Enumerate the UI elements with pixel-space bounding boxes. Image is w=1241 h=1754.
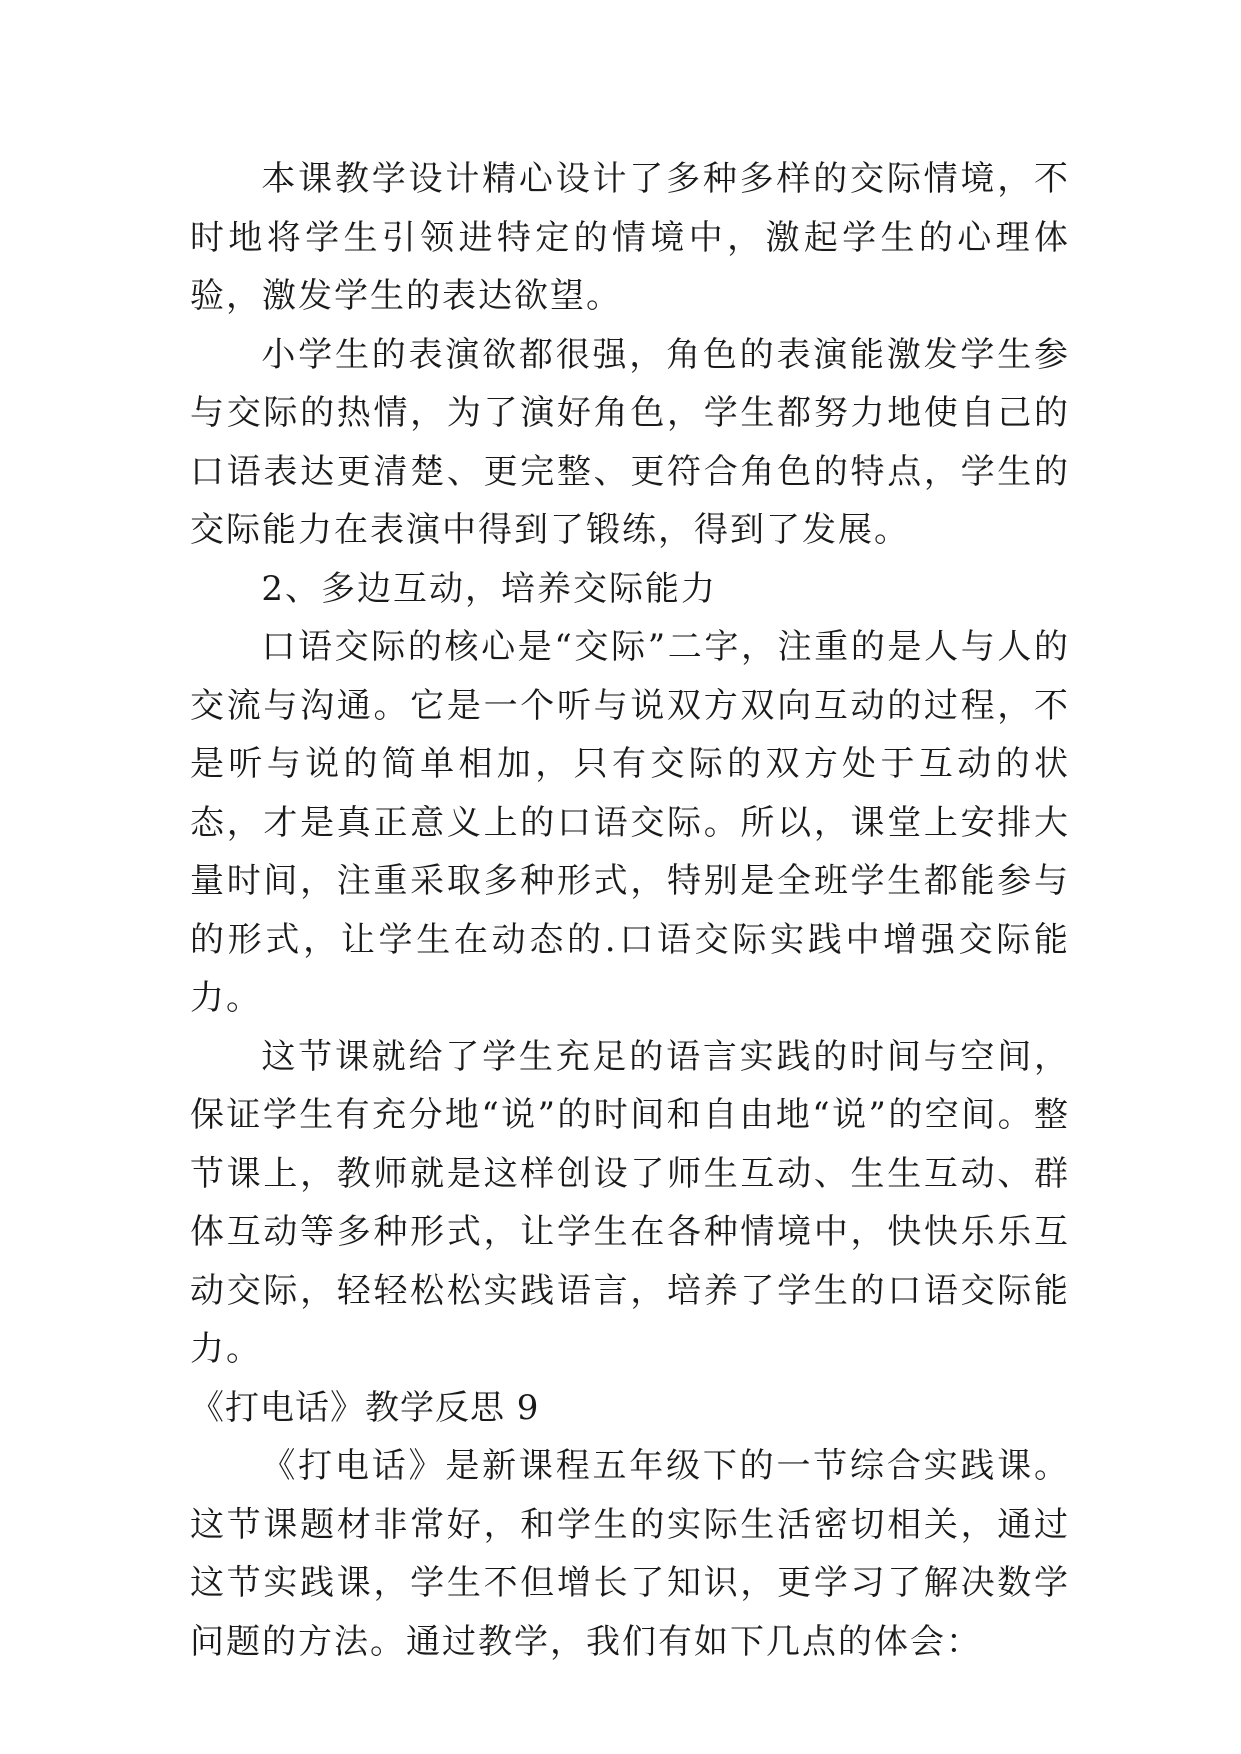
section-title: 《打电话》教学反思 9 — [190, 1387, 540, 1428]
paragraph-2: 小学生的表演欲都很强，角色的表演能激发学生参与交际的热情，为了演好角色，学生都努力地使自己的口语表达更清楚、更完整、更符合角色的特点，学生的交际能力在表演中得到了锻练，得到了发展。 — [190, 334, 1070, 550]
section-paragraph-1: 《打电话》是新课程五年级下的一节综合实践课。这节课题材非常好，和学生的实际生活密切相关，通过这节实践课，学生不但增长了知识，更学习了解决数学问题的方法。通过教学，我们有如下几点的体会： — [190, 1446, 1070, 1662]
paragraph-4: 这节课就给了学生充足的语言实践的时间与空间，保证学生有充分地“说”的时间和自由地“说”的空间。整节课上，教师就是这样创设了师生互动、生生互动、群体互动等多种形式，让学生在各种情境中，快快乐乐互动交际，轻轻松松实践语言，培养了学生的口语交际能力。 — [190, 1036, 1070, 1369]
document-body — [190, 150, 1070, 1671]
paragraph-1: 本课教学设计精心设计了多种多样的交际情境，不时地将学生引领进特定的情境中，激起学生的心理体验，激发学生的表达欲望。 — [190, 159, 1070, 316]
subheading-multilateral-interaction: 2、多边互动，培养交际能力 — [261, 568, 718, 609]
paragraph-3: 口语交际的核心是“交际”二字，注重的是人与人的交流与沟通。它是一个听与说双方双向互动的过程，不是听与说的简单相加，只有交际的双方处于互动的状态，才是真正意义上的口语交际。所以，课堂上安排大量时间，注重采取多种形式，特别是全班学生都能参与的形式，让学生在动态的.口语交际实践中增强交际能力。 — [190, 627, 1070, 1018]
